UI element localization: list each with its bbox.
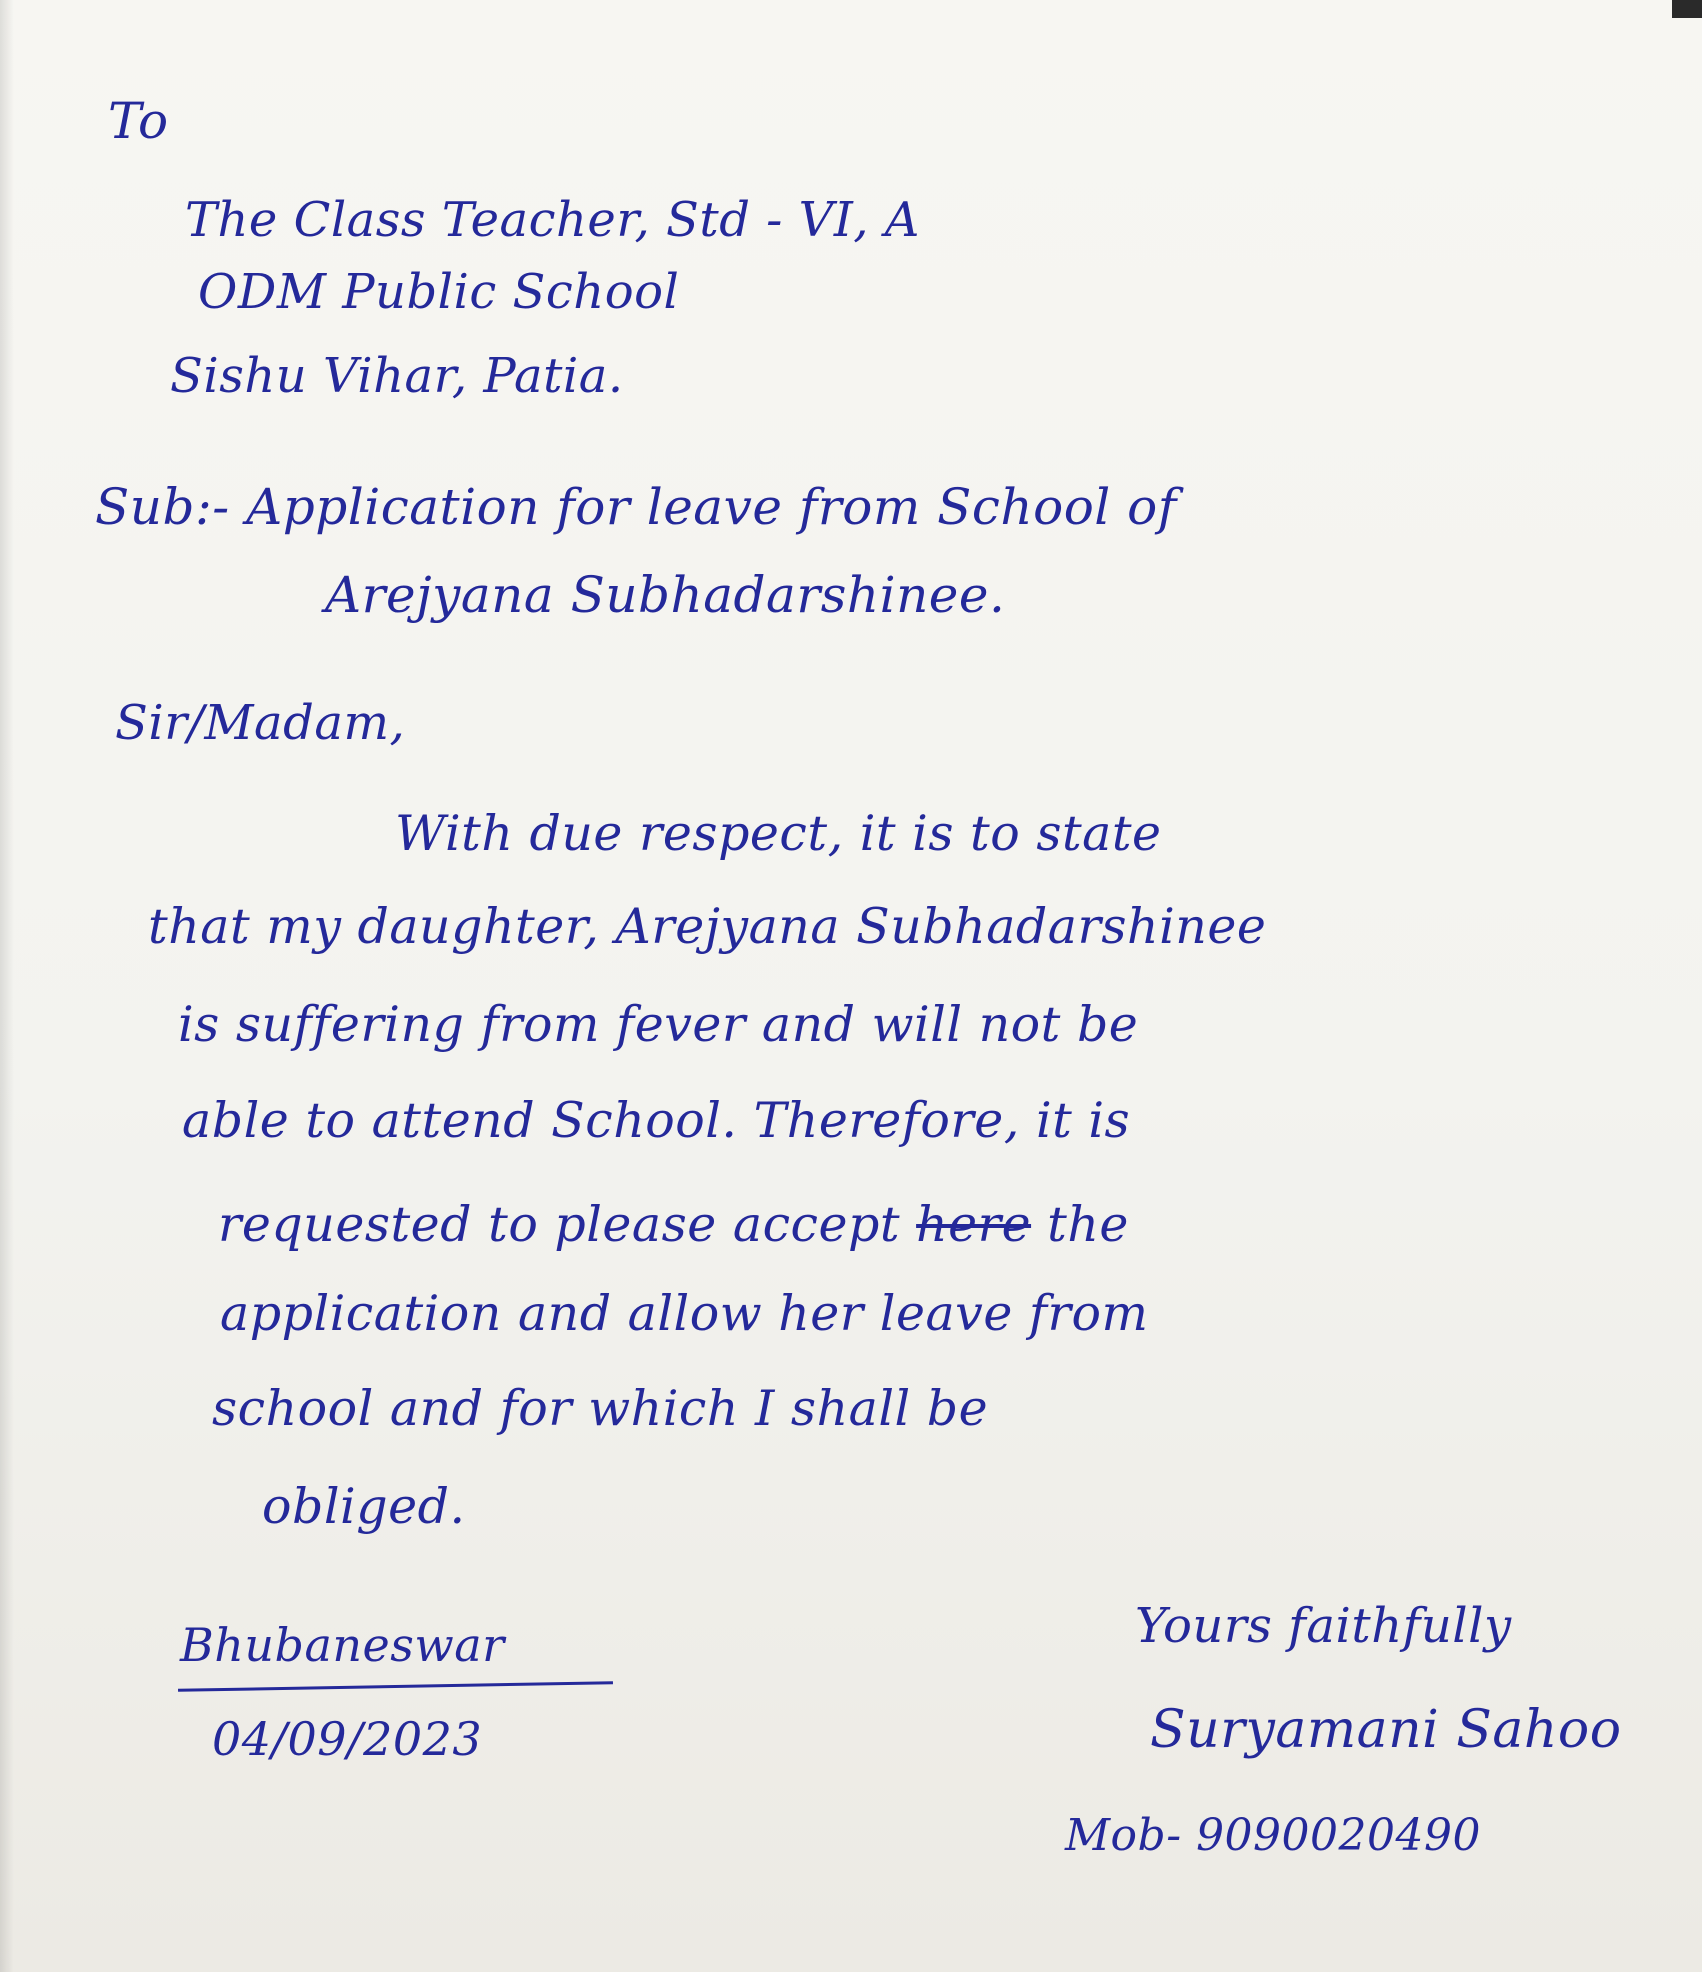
- body-line-2: that my daughter, Arejyana Subhadarshinee: [148, 898, 1267, 955]
- address-line-3: Sishu Vihar, Patia.: [170, 348, 624, 404]
- body-line-6: application and allow her leave from: [220, 1285, 1149, 1342]
- page-corner-shadow: [1672, 0, 1702, 18]
- salutation: Sir/Madam,: [115, 695, 406, 751]
- body-line-3: is suffering from fever and will not be: [178, 996, 1139, 1053]
- body-line-5-text: requested to please accept: [218, 1196, 901, 1253]
- place: Bhubaneswar: [180, 1618, 505, 1672]
- subject-line-1: Sub:- Application for leave from School of: [95, 478, 1177, 536]
- body-line-7: school and for which I shall be: [212, 1380, 989, 1437]
- body-line-5: [218, 1196, 1129, 1253]
- body-line-5-end: the: [1047, 1196, 1129, 1253]
- closing: Yours faithfully: [1135, 1598, 1512, 1654]
- address-line-2: ODM Public School: [198, 264, 680, 320]
- signature: Suryamani Sahoo: [1150, 1700, 1622, 1760]
- date: 04/09/2023: [212, 1712, 483, 1766]
- place-underline: [178, 1681, 613, 1692]
- body-line-1: With due respect, it is to state: [395, 805, 1162, 862]
- address-line-1: The Class Teacher, Std - VI, A: [185, 192, 920, 248]
- subject-line-2: Arejyana Subhadarshinee.: [325, 566, 1006, 624]
- body-line-4: able to attend School. Therefore, it is: [182, 1092, 1131, 1149]
- struck-word: here: [916, 1196, 1032, 1253]
- page-edge-shadow: [0, 0, 14, 1972]
- body-line-8: obliged.: [262, 1478, 466, 1535]
- to-label: To: [108, 92, 169, 150]
- mobile-number: Mob- 9090020490: [1065, 1810, 1482, 1861]
